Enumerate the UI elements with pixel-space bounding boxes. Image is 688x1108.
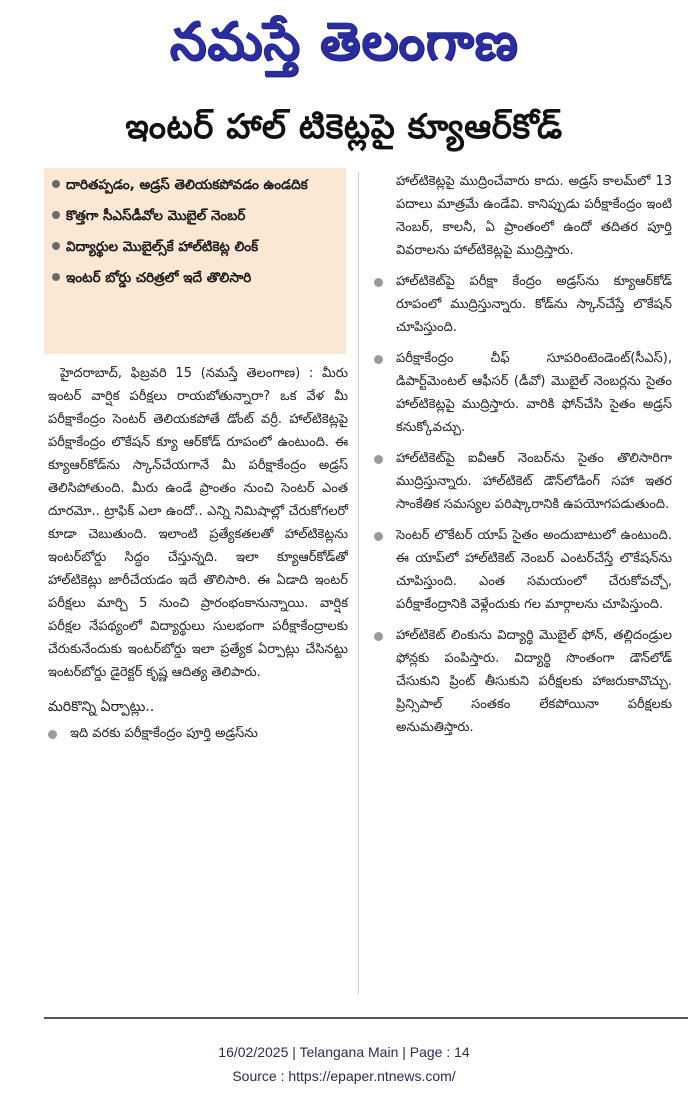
masthead: నమస్తే తెలంగాణ (169, 11, 519, 72)
highlight-text: ఇంటర్ బోర్డు చరిత్రలో ఇదే తొలిసారి (66, 270, 252, 286)
subheading: మరికొన్ని ఏర్పాట్లు.. (48, 699, 155, 715)
list-item-text: హాల్‌టికెట్‌పై పరీక్షా కేంద్రం అడ్రస్‌ను క్యూఆర్‌కోడ్ రూపంలో ముద్రిస్తున్నారు. కోడ్‌ను స్కాన్‌చేస్తే లొకేషన్ చూపిస్తుంది. (396, 274, 672, 335)
footer-source: Source : https://epaper.ntnews.com/ (232, 1068, 456, 1084)
list-item-text: పరీక్షాకేంద్రం చీఫ్ సూపరింటెండెంట్(సీఎస్), డిపార్ట్‌మెంటల్ ఆఫీసర్ (డీవో) మొబైల్ నెంబర్లను సైతం హాల్‌టికెట్లపై ముద్రిస్తారు. వారికి ఫోన్‌చేసి సైతం అడ్రస్ కనుక్కోవచ్చు. (396, 351, 672, 435)
bullet-icon (52, 180, 60, 188)
bullet-icon (52, 211, 60, 219)
bullet-icon (52, 273, 60, 281)
right-column (372, 170, 672, 747)
list-item (372, 270, 672, 339)
footer-date-page: 16/02/2025 | Telangana Main | Page : 14 (218, 1044, 470, 1060)
highlight-item (66, 176, 336, 194)
list-item-text: సెంటర్ లొకేటర్ యాప్ సైతం అందుబాటులో ఉంటుంది. ఈ యాప్‌లో హాల్‌టికెట్ నెంబర్ ఎంటర్‌చేస్తే లొకేషన్‌ను చూపిస్తుంది. ఎంత సమయంలో చేరుకోవచ్చో, పరీక్షాకేంద్రానికి వెళ్లేందుకు గల మార్గాలను చూపిస్తుంది. (396, 528, 672, 612)
left-column (48, 362, 348, 745)
list-item (48, 722, 348, 745)
list-item-text: హాల్‌టికెట్లపై ముద్రించేవారు కాదు. అడ్రస్ కాలమ్‌లో 13 పదాలు మాత్రమే ఉండేవి. కానిప్పుడు పరీక్షాకేంద్రం ఇంటి నెంబర్, కాలనీ, ఏ ప్రాంతంలో ఉందో తదితర పూర్తి వివరాలను హాల్‌టికెట్లపై ముద్రిస్తారు. (396, 174, 672, 258)
list-item-text: ఇది వరకు పరీక్షాకేంద్రం పూర్తి అడ్రస్‌ను (70, 726, 258, 741)
bullet-icon (52, 242, 60, 250)
bullet-icon (374, 632, 383, 641)
highlights-box (44, 168, 346, 354)
headline: ఇంటర్ హాల్ టికెట్లపై క్యూఆర్‌కోడ్ (125, 107, 563, 147)
bullet-icon (374, 355, 383, 364)
bullet-icon (374, 278, 383, 287)
bullet-icon (374, 532, 383, 541)
article-body: హైదరాబాద్, ఫిబ్రవరి 15 (నమస్తే తెలంగాణ) : మీరు ఇంటర్ వార్షిక పరీక్షలు రాయబోతున్నారా? ఒక వేళ మీ పరీక్షాకేంద్రం సెంటర్ తెలియకపోతే డోంట్ వర్రీ. హాల్‌టికెట్లపై పరీక్షాకేంద్రం లొకేషన్ క్యూ ఆర్‌కోడ్ రూపంలో ఉంటుంది. ఈ క్యూఆర్‌కోడ్‌ను స్కాన్‌చేయగానే మీ పరీక్షాకేంద్రం అడ్రస్ తెలిసిపోతుంది. మీరు ఉండే ప్రాంతం నుంచి సెంటర్ ఎంత దూరమో.. ట్రాఫిక్ ఎలా ఉందో.. ఎన్ని నిమిషాల్లో చేరుకోగలరో కూడా చెబుతుంది. ఇలాంటి ప్రత్యేకతలతో హాల్‌టికెట్లను ఇంటర్‌బోర్డు సిద్ధం చేస్తున్నది. ఇలా క్యూఆర్‌కోడ్‌తో హాల్‌టికెట్లు జారీచేయడం ఇదే తొలిసారి. ఈ ఏడాది ఇంటర్ పరీక్షలు మార్చి 5 నుంచి ప్రారంభంకానున్నాయి. వార్షిక పరీక్షల నేపథ్యంలో విద్యార్థులు సులభంగా పరీక్షాకేంద్రాలకు చేరుకునేందుకు ఇంటర్‌బోర్డు ఇలా ప్రత్యేక ఏర్పాట్లు చేసినట్టు ఇంటర్‌బోర్డు డైరెక్టర్ కృష్ణ ఆదిత్య తెలిపారు. (48, 366, 348, 680)
bullet-icon (374, 455, 383, 464)
highlight-text: కొత్తగా సీఎస్‌డీవోల మొబైల్ నెంబర్ (66, 208, 246, 224)
highlight-item (66, 269, 336, 287)
highlight-item (66, 238, 336, 256)
highlight-item (66, 207, 336, 225)
column-divider (358, 172, 359, 994)
highlight-text: విద్యార్థుల మొబైల్స్‌కే హాల్‌టికెట్ల లింక్ (66, 239, 259, 255)
list-item (372, 524, 672, 616)
list-item (372, 447, 672, 516)
list-item (372, 347, 672, 439)
highlight-text: దారితప్పడం, అడ్రస్ తెలియకపోవడం ఉండదిక (66, 177, 308, 193)
list-item-continued (372, 170, 672, 262)
list-item-text: హాల్‌టికెట్ లింకును విద్యార్థి మొబైల్ ఫోన్, తల్లిదండ్రుల ఫోన్లకు పంపిస్తారు. విద్యార్థి సొంతంగా డౌన్‌లోడ్ చేసుకుని ప్రింట్ తీసుకుని పరీక్షలకు హాజరుకావొచ్చు. ప్రిన్సిపాల్ సంతకం లేకపోయినా పరీక్షలకు అనుమతిస్తారు. (396, 628, 672, 735)
list-item (372, 624, 672, 739)
list-item-text: హాల్‌టికెట్‌పై ఐవీఆర్ నెంబర్‌ను సైతం తొలిసారిగా ముద్రిస్తున్నారు. హాల్‌టికెట్ డౌన్‌లోడింగ్ సహా ఇతర సాంకేతిక సమస్యల పరిష్కారానికి ఉపయోగపడుతుంది. (396, 451, 672, 512)
bullet-icon (48, 730, 57, 739)
footer-divider (44, 1017, 688, 1019)
